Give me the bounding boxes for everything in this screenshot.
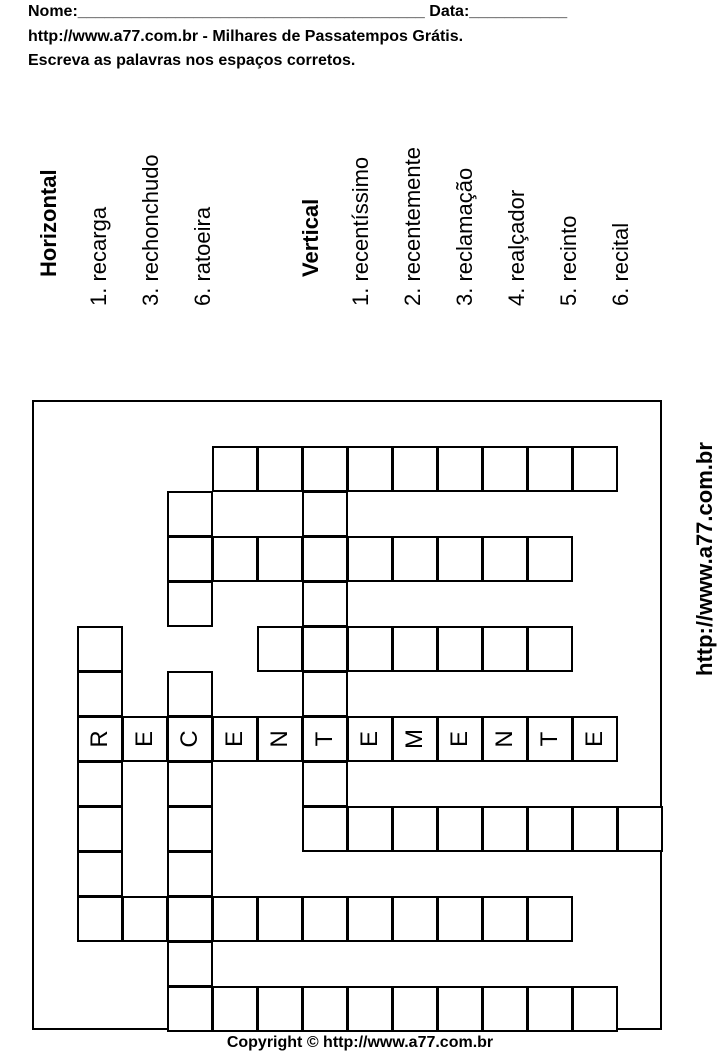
cell-letter bbox=[304, 988, 346, 1030]
grid-cell[interactable] bbox=[257, 626, 303, 672]
grid-cell[interactable] bbox=[77, 626, 123, 672]
grid-cell[interactable] bbox=[167, 761, 213, 807]
cell-letter bbox=[439, 448, 481, 490]
grid-cell[interactable] bbox=[167, 986, 213, 1032]
cell-letter: E bbox=[356, 731, 383, 748]
grid-cell[interactable] bbox=[527, 626, 573, 672]
horizontal-clue-3: 3. rechonchudo bbox=[138, 154, 163, 306]
grid-cell[interactable] bbox=[572, 986, 618, 1032]
grid-cell[interactable] bbox=[527, 716, 573, 762]
vertical-clue-3: 3. reclamação bbox=[452, 167, 477, 306]
grid-cell[interactable] bbox=[347, 626, 393, 672]
vertical-title: Vertical bbox=[298, 198, 323, 277]
grid-cell[interactable] bbox=[257, 986, 303, 1032]
grid-cell[interactable] bbox=[302, 896, 348, 942]
cell-letter bbox=[619, 808, 661, 850]
grid-cell[interactable] bbox=[527, 536, 573, 582]
grid-cell[interactable] bbox=[482, 446, 528, 492]
grid-cell[interactable] bbox=[437, 626, 483, 672]
vertical-clue-2: 2. recentemente bbox=[400, 147, 425, 306]
cell-letter bbox=[394, 448, 436, 490]
cell-letter bbox=[349, 898, 391, 940]
vertical-clue-4: 4. realçador bbox=[504, 189, 529, 306]
grid-cell[interactable] bbox=[77, 851, 123, 897]
grid-cell[interactable] bbox=[167, 941, 213, 987]
grid-cell[interactable] bbox=[437, 986, 483, 1032]
cell-letter: N bbox=[266, 730, 293, 748]
grid-cell[interactable] bbox=[347, 716, 393, 762]
grid-cell[interactable] bbox=[437, 536, 483, 582]
grid-cell[interactable] bbox=[437, 446, 483, 492]
grid-cell[interactable] bbox=[167, 491, 213, 537]
grid-cell[interactable] bbox=[347, 806, 393, 852]
grid-cell[interactable] bbox=[212, 536, 258, 582]
grid-cell[interactable] bbox=[167, 581, 213, 627]
instructions: Escreva as palavras nos espaços corretos. bbox=[28, 52, 356, 69]
grid-cell[interactable] bbox=[482, 716, 528, 762]
cell-letter: R bbox=[86, 730, 113, 748]
grid-cell[interactable] bbox=[122, 896, 168, 942]
cell-letter bbox=[529, 898, 571, 940]
cell-letter bbox=[214, 538, 256, 580]
cell-letter bbox=[529, 448, 571, 490]
grid-cell[interactable] bbox=[437, 806, 483, 852]
grid-cell[interactable] bbox=[167, 536, 213, 582]
grid-cell[interactable] bbox=[212, 446, 258, 492]
grid-cell[interactable] bbox=[482, 626, 528, 672]
grid-cell[interactable] bbox=[347, 446, 393, 492]
cell-letter bbox=[169, 538, 211, 580]
grid-cell[interactable] bbox=[77, 671, 123, 717]
copyright-footer: Copyright © http://www.a77.com.br bbox=[226, 1034, 494, 1051]
grid-cell[interactable] bbox=[572, 446, 618, 492]
cell-letter bbox=[394, 538, 436, 580]
grid-cell[interactable] bbox=[257, 446, 303, 492]
grid-cell[interactable] bbox=[257, 716, 303, 762]
cell-letter bbox=[304, 898, 346, 940]
grid-cell[interactable] bbox=[167, 806, 213, 852]
cell-letter bbox=[394, 898, 436, 940]
cell-letter bbox=[574, 448, 616, 490]
cell-letter bbox=[259, 538, 301, 580]
cell-letter bbox=[214, 448, 256, 490]
grid-cell[interactable] bbox=[482, 896, 528, 942]
horizontal-clue-1: 1. recarga bbox=[86, 206, 111, 306]
cell-letter bbox=[529, 988, 571, 1030]
grid-cell[interactable] bbox=[347, 986, 393, 1032]
cell-letter bbox=[259, 898, 301, 940]
grid-cell[interactable] bbox=[302, 761, 348, 807]
grid-cell[interactable] bbox=[212, 716, 258, 762]
grid-cell[interactable] bbox=[392, 986, 438, 1032]
cell-letter bbox=[304, 628, 346, 670]
grid-cell[interactable] bbox=[527, 806, 573, 852]
grid-cell[interactable] bbox=[482, 986, 528, 1032]
grid-cell[interactable] bbox=[257, 536, 303, 582]
grid-cell[interactable] bbox=[302, 986, 348, 1032]
cell-letter: C bbox=[176, 730, 203, 748]
grid-cell[interactable] bbox=[77, 806, 123, 852]
grid-cell[interactable] bbox=[167, 896, 213, 942]
cell-letter bbox=[214, 988, 256, 1030]
cell-letter bbox=[574, 988, 616, 1030]
cell-letter bbox=[529, 538, 571, 580]
cell-letter bbox=[439, 988, 481, 1030]
vertical-clue-6: 6. recital bbox=[608, 222, 633, 306]
grid-cell[interactable] bbox=[572, 806, 618, 852]
cell-letter bbox=[484, 538, 526, 580]
grid-cell[interactable] bbox=[77, 761, 123, 807]
cell-letter bbox=[394, 628, 436, 670]
cell-letter bbox=[529, 628, 571, 670]
grid-cell[interactable] bbox=[437, 716, 483, 762]
cell-letter: E bbox=[581, 731, 608, 748]
grid-cell[interactable] bbox=[212, 986, 258, 1032]
name-date-line: Nome:_______________________________________ Data:___________ bbox=[28, 3, 568, 20]
cell-letter bbox=[214, 898, 256, 940]
cell-letter bbox=[259, 448, 301, 490]
grid-cell[interactable] bbox=[302, 446, 348, 492]
cell-letter bbox=[304, 808, 346, 850]
grid-cell[interactable] bbox=[302, 716, 348, 762]
grid-cell[interactable] bbox=[527, 986, 573, 1032]
cell-letter bbox=[439, 898, 481, 940]
grid-cell[interactable] bbox=[572, 716, 618, 762]
grid-cell[interactable] bbox=[302, 806, 348, 852]
cell-letter bbox=[394, 988, 436, 1030]
grid-cell[interactable] bbox=[302, 581, 348, 627]
cell-letter bbox=[394, 808, 436, 850]
grid-cell[interactable] bbox=[167, 671, 213, 717]
cell-letter bbox=[484, 808, 526, 850]
grid-cell[interactable] bbox=[347, 896, 393, 942]
grid-cell[interactable] bbox=[392, 446, 438, 492]
grid-cell[interactable] bbox=[302, 626, 348, 672]
cell-letter bbox=[124, 898, 166, 940]
grid-cell[interactable] bbox=[527, 896, 573, 942]
cell-letter bbox=[484, 898, 526, 940]
cell-letter bbox=[484, 988, 526, 1030]
cell-letter bbox=[169, 988, 211, 1030]
cell-letter bbox=[259, 988, 301, 1030]
grid-cell[interactable] bbox=[122, 716, 168, 762]
grid-cell[interactable] bbox=[392, 716, 438, 762]
grid-cell[interactable] bbox=[302, 491, 348, 537]
cell-letter: M bbox=[401, 729, 428, 749]
cell-letter bbox=[349, 988, 391, 1030]
grid-cell[interactable] bbox=[167, 851, 213, 897]
cell-letter: E bbox=[446, 731, 473, 748]
grid-cell[interactable] bbox=[392, 806, 438, 852]
site-line: http://www.a77.com.br - Milhares de Passatempos Grátis. bbox=[28, 28, 464, 45]
cell-letter bbox=[349, 628, 391, 670]
grid-cell[interactable] bbox=[617, 806, 663, 852]
cell-letter: E bbox=[221, 731, 248, 748]
grid-cell[interactable] bbox=[77, 716, 123, 762]
horizontal-clue-6: 6. ratoeira bbox=[190, 206, 215, 306]
cell-letter bbox=[484, 448, 526, 490]
grid-cell[interactable] bbox=[302, 671, 348, 717]
cell-letter bbox=[304, 538, 346, 580]
cell-letter bbox=[349, 808, 391, 850]
grid-cell[interactable] bbox=[392, 896, 438, 942]
grid-cell[interactable] bbox=[392, 536, 438, 582]
grid-cell[interactable] bbox=[257, 896, 303, 942]
side-url: http://www.a77.com.br bbox=[692, 442, 717, 676]
grid-cell[interactable] bbox=[302, 536, 348, 582]
grid-cell[interactable] bbox=[392, 626, 438, 672]
cell-letter bbox=[529, 808, 571, 850]
grid-cell[interactable] bbox=[482, 806, 528, 852]
cell-letter bbox=[439, 538, 481, 580]
grid-cell[interactable] bbox=[527, 446, 573, 492]
cell-letter bbox=[304, 448, 346, 490]
cell-letter bbox=[349, 538, 391, 580]
cell-letter: T bbox=[311, 731, 338, 747]
cell-letter bbox=[349, 448, 391, 490]
cell-letter bbox=[439, 808, 481, 850]
cell-letter: T bbox=[536, 731, 563, 747]
cell-letter bbox=[169, 898, 211, 940]
vertical-clue-5: 5. recinto bbox=[556, 215, 581, 306]
cell-letter bbox=[484, 628, 526, 670]
cell-letter bbox=[439, 628, 481, 670]
cell-letter bbox=[574, 808, 616, 850]
horizontal-title: Horizontal bbox=[36, 169, 61, 277]
vertical-clue-1: 1. recentíssimo bbox=[348, 156, 373, 306]
cell-letter bbox=[79, 898, 121, 940]
cell-letter: N bbox=[491, 730, 518, 748]
cell-letter: E bbox=[131, 731, 158, 748]
cell-letter bbox=[259, 628, 301, 670]
grid-cell[interactable] bbox=[212, 896, 258, 942]
grid-cell[interactable] bbox=[167, 716, 213, 762]
grid-cell[interactable] bbox=[77, 896, 123, 942]
grid-cell[interactable] bbox=[437, 896, 483, 942]
grid-cell[interactable] bbox=[347, 536, 393, 582]
grid-cell[interactable] bbox=[482, 536, 528, 582]
